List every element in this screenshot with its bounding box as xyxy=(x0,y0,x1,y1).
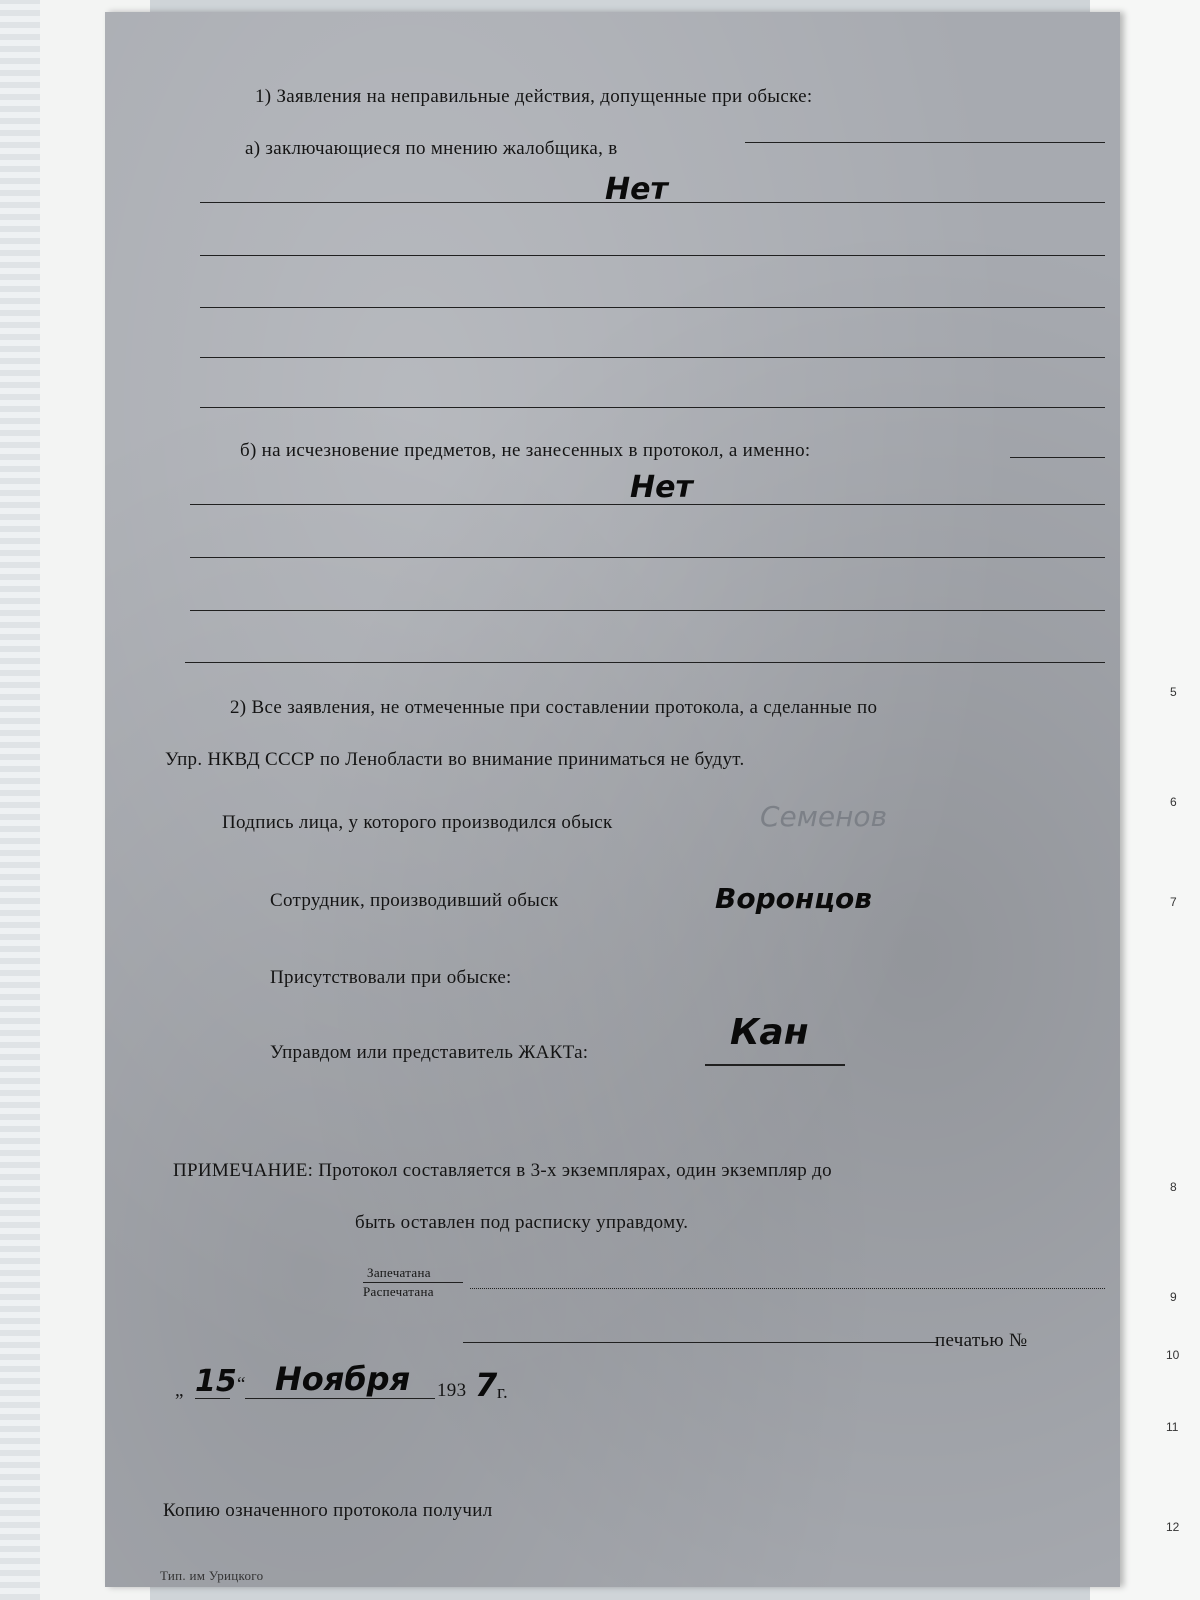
margin-number: 7 xyxy=(1170,895,1177,909)
answer-line xyxy=(200,307,1105,308)
answer-line xyxy=(200,407,1105,408)
officer-signature-label: Сотрудник, производивший обыск xyxy=(270,890,559,911)
answer-line xyxy=(190,557,1105,558)
date-quote-open: „ xyxy=(175,1380,184,1401)
margin-number: 8 xyxy=(1170,1180,1177,1194)
signature-underline xyxy=(705,1064,845,1066)
seal-number-label: печатью № xyxy=(935,1330,1028,1351)
item1b-label: б) на исчезновение предметов, не занесенных в протокол, а именно: xyxy=(240,440,811,461)
item2-text-line1: 2) Все заявления, не отмеченные при составлении протокола, а сделанные по xyxy=(230,697,878,718)
item1a-label: а) заключающиеся по мнению жалобщика, в xyxy=(245,138,618,159)
date-year-prefix: 193 xyxy=(437,1380,467,1401)
answer-line xyxy=(200,255,1105,256)
date-day: 15 xyxy=(195,1364,237,1399)
margin-number: 11 xyxy=(1166,1420,1179,1434)
searched-person-signature: Семенов xyxy=(760,800,888,833)
searched-person-signature-label: Подпись лица, у которого производился обыск xyxy=(222,812,613,833)
seal-line xyxy=(470,1288,1105,1289)
house-manager-label: Управдом или представитель ЖАКТа: xyxy=(270,1042,589,1063)
seal-line xyxy=(463,1342,938,1343)
copy-received-label: Копию означенного протокола получил xyxy=(163,1500,493,1521)
date-line xyxy=(195,1398,230,1399)
margin-number: 12 xyxy=(1166,1520,1180,1534)
sealed-label: Запечатана xyxy=(367,1265,431,1280)
answer-line xyxy=(190,504,1105,505)
printer-mark: Тип. им Урицкого xyxy=(160,1568,264,1583)
answer-line xyxy=(190,610,1105,611)
fraction-line xyxy=(363,1282,463,1283)
item1b-handwritten-answer: Нет xyxy=(630,470,693,505)
margin-number: 10 xyxy=(1166,1348,1180,1362)
date-year-suffix: г. xyxy=(497,1382,508,1403)
unsealed-label: Распечатана xyxy=(363,1284,434,1299)
answer-line xyxy=(200,357,1105,358)
date-quote-close: “ xyxy=(237,1374,246,1395)
note-text-line2: быть оставлен под расписку управдому. xyxy=(355,1212,689,1233)
item2-text-line2: Упр. НКВД СССР по Ленобласти во внимание приниматься не будут. xyxy=(165,749,745,770)
background-surface-left xyxy=(0,0,40,1600)
protocol-page xyxy=(105,12,1120,1587)
answer-line xyxy=(745,142,1105,143)
margin-number: 6 xyxy=(1170,795,1177,809)
answer-line xyxy=(185,662,1105,663)
house-manager-signature: Кан xyxy=(730,1012,809,1053)
answer-line xyxy=(200,202,1105,203)
item1a-handwritten-answer: Нет xyxy=(605,172,668,207)
date-month: Ноября xyxy=(275,1360,411,1398)
date-year-digit: 7 xyxy=(475,1366,498,1404)
item1-heading: 1) Заявления на неправильные действия, допущенные при обыске: xyxy=(255,86,813,107)
date-line xyxy=(245,1398,435,1399)
answer-line xyxy=(1010,457,1105,458)
margin-number: 5 xyxy=(1170,685,1177,699)
present-witnesses-label: Присутствовали при обыске: xyxy=(270,967,512,988)
officer-signature: Воронцов xyxy=(715,882,872,915)
margin-number: 9 xyxy=(1170,1290,1177,1304)
note-text-line1: ПРИМЕЧАНИЕ: Протокол составляется в 3-х экземплярах, один экземпляр до xyxy=(173,1160,832,1181)
